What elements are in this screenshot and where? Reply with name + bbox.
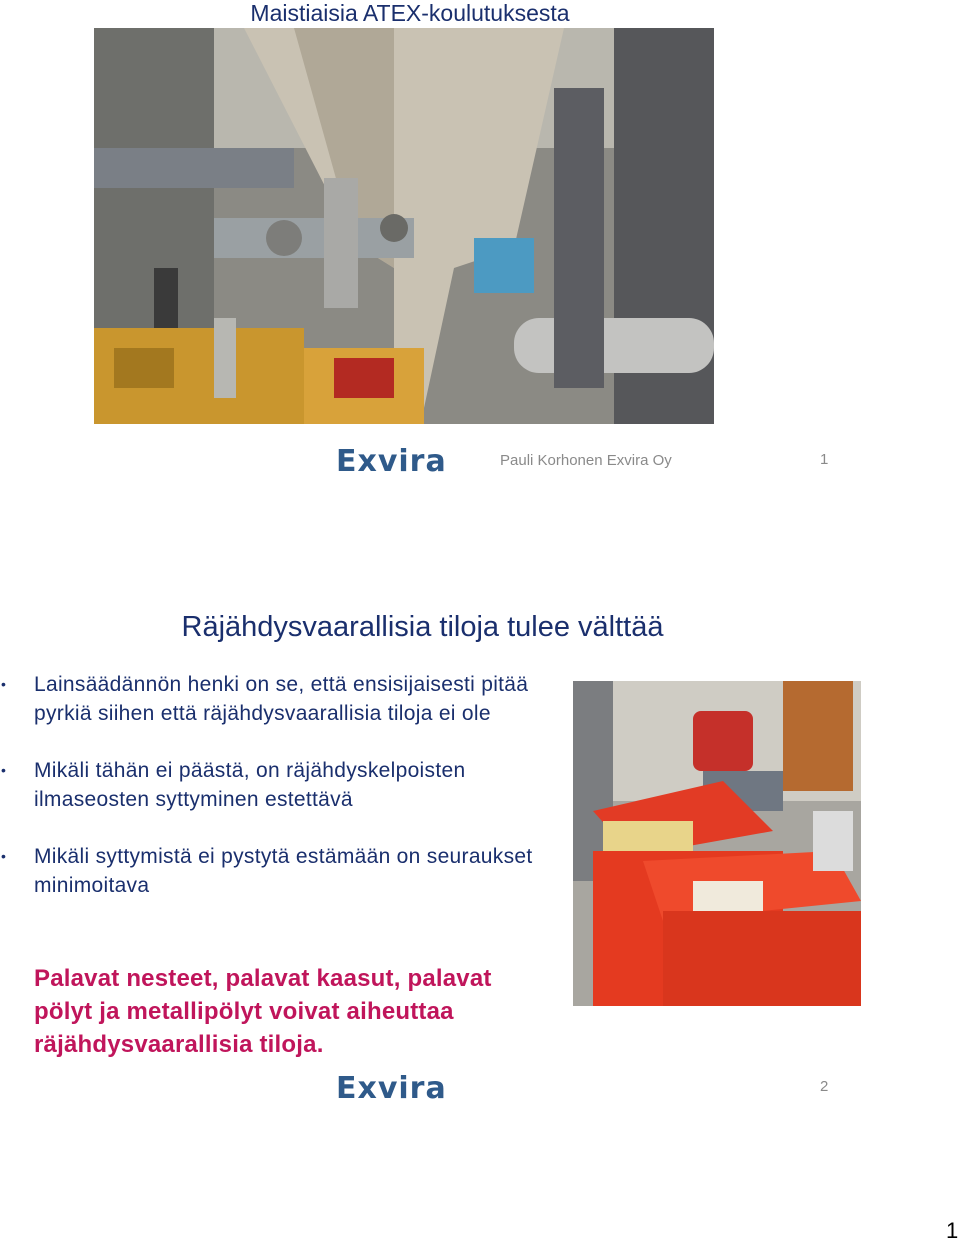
- slide-number: 1: [820, 451, 829, 468]
- slide-title: Räjähdysvaarallisia tiloja tulee välttää: [181, 611, 664, 643]
- logo-wordmark: Exvira: [336, 444, 447, 478]
- slide-number: 2: [820, 1078, 829, 1095]
- exvira-logo: [336, 444, 466, 478]
- bullet-item: [0, 670, 560, 728]
- containers-photo: [573, 681, 861, 1006]
- bullet-item: [0, 842, 560, 900]
- bullet-list: [0, 670, 560, 928]
- bullet-icon: •: [1, 676, 7, 692]
- highlight-text: Palavat nesteet, palavat kaasut, palavat pölyt ja metallipölyt voivat aiheuttaa räjähdysvaarallisia tiloja.: [34, 965, 492, 1058]
- bullet-icon: •: [1, 848, 7, 864]
- logo-wordmark: Exvira: [336, 1071, 447, 1105]
- bullet-text: Mikäli syttymistä ei pystytä estämään on seuraukset minimoitava: [34, 845, 533, 897]
- industrial-photo: [94, 28, 714, 424]
- exvira-logo: [336, 1071, 466, 1105]
- bullet-text: Mikäli tähän ei päästä, on räjähdyskelpoisten ilmaseosten syttyminen estettävä: [34, 759, 466, 811]
- bullet-icon: •: [1, 762, 7, 778]
- page-number: 1: [946, 1218, 959, 1243]
- bullet-text: Lainsäädännön henki on se, että ensisijaisesti pitää pyrkiä siihen että räjähdysvaarallisia tiloja ei ole: [34, 673, 529, 725]
- bullet-item: [0, 756, 560, 814]
- document-title: Maistiaisia ATEX-koulutuksesta: [250, 0, 570, 26]
- footer-author: Pauli Korhonen Exvira Oy: [500, 452, 672, 469]
